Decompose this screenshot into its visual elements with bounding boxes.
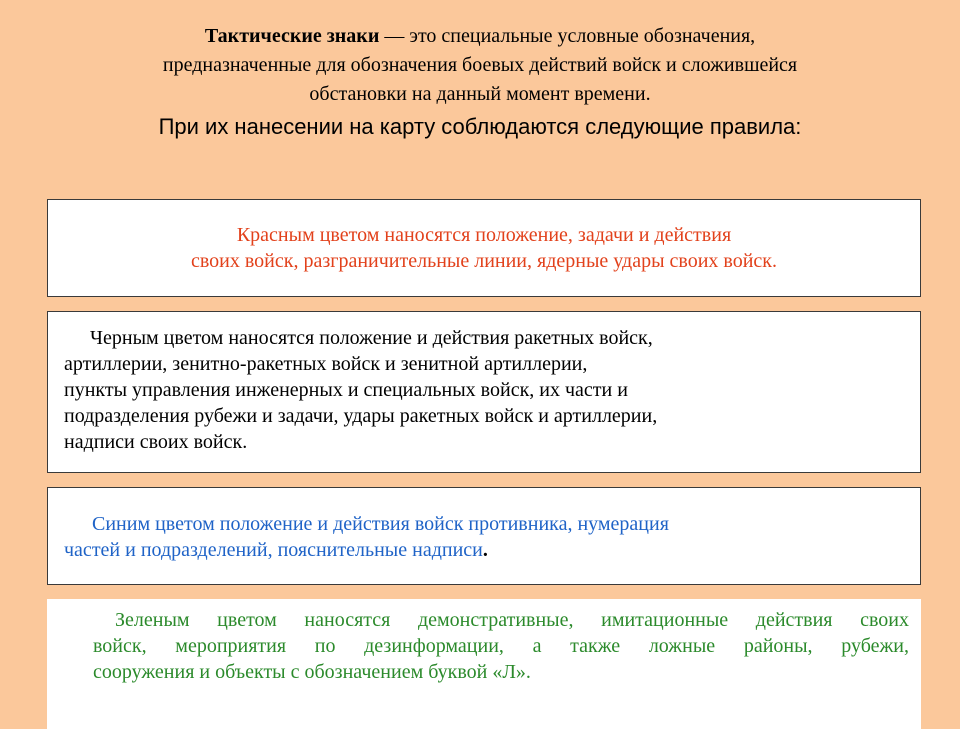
intro-line-3: обстановки на данный момент времени. — [309, 83, 651, 105]
rule-blue-line-2-text: частей и подразделений, пояснительные надписи — [64, 539, 483, 561]
intro-line-1-rest: — это специальные условные обозначения, — [379, 25, 756, 47]
rule-black-line-2: артиллерии, зенитно-ракетных войск и зенитной артиллерии, — [64, 353, 588, 375]
rule-box-blue — [47, 487, 921, 585]
intro-line-2: предназначенные для обозначения боевых действий войск и сложившейся — [162, 54, 798, 76]
rule-green-line-1: Зеленым цветом наносятся демонстративные, имитационные действия своих — [115, 609, 909, 631]
rule-black-line-1: Черным цветом наносятся положение и действия ракетных войск, — [90, 327, 653, 349]
rules-heading: При их нанесении на карту соблюдаются следующие правила: — [158, 114, 802, 139]
rule-box-red — [47, 199, 921, 297]
intro-line-1 — [40, 22, 920, 51]
rule-box-green — [47, 599, 921, 729]
rule-red-line-2: своих войск, разграничительные линии, ядерные удары своих войск. — [190, 250, 778, 272]
rule-black-line-5: надписи своих войск. — [64, 431, 248, 453]
rule-black-line-3: пункты управления инженерных и специальных войск, их части и — [64, 379, 628, 401]
rule-red-line-1: Красным цветом наносятся положение, задачи и действия — [236, 224, 732, 246]
rule-blue-line-2 — [64, 537, 920, 563]
rule-box-black — [47, 311, 921, 473]
rule-green-line-2: войск, мероприятия по дезинформации, а также ложные районы, рубежи, — [93, 635, 909, 657]
rule-blue-line-1: Синим цветом положение и действия войск противника, нумерация — [92, 513, 669, 535]
rule-black-line-4: подразделения рубежи и задачи, удары ракетных войск и артиллерии, — [64, 405, 658, 427]
term-tactical-signs: Тактические знаки — [204, 25, 380, 47]
intro-definition — [40, 22, 920, 109]
rule-blue-end-mark: . — [482, 539, 488, 561]
rule-green-line-3: сооружения и объекты с обозначением буквой «Л». — [93, 661, 531, 683]
